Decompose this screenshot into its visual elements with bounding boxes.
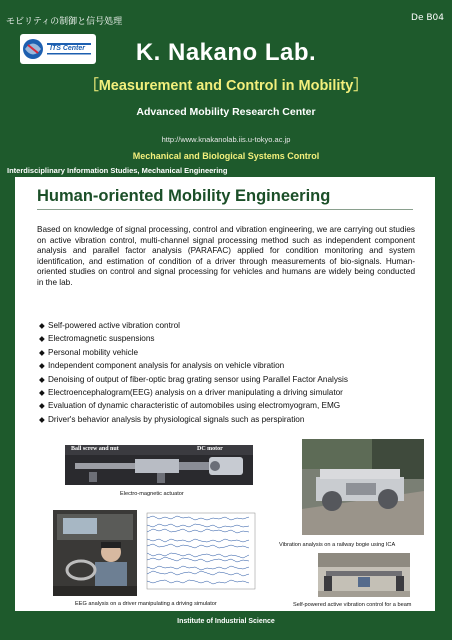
content-panel	[15, 177, 435, 611]
logo-text: ITS Center	[50, 45, 86, 52]
poster-code: De B04	[411, 13, 444, 23]
graduate-studies: Interdisciplinary Information Studies, Mechanical Engineering	[7, 166, 228, 175]
lab-title: K. Nakano Lab.	[135, 39, 317, 66]
diamond-bullet-icon: ◆	[39, 401, 45, 411]
diamond-bullet-icon: ◆	[39, 414, 45, 424]
railway-bogie-photo	[302, 439, 424, 535]
center-name: Advanced Mobility Research Center	[136, 106, 316, 118]
heading-divider	[37, 209, 413, 210]
actuator-caption: Electro-magnetic actuator	[120, 491, 184, 497]
institute-footer: Institute of Industrial Science	[177, 618, 275, 625]
list-item: ◆ Driver's behavior analysis by physiological signals such as perspiration	[39, 413, 348, 426]
lab-url[interactable]: http://www.knakanolab.iis.u-tokyo.ac.jp	[161, 135, 291, 144]
eeg-waveform-image	[141, 510, 259, 596]
bogie-caption: Vibration analysis on a railway bogie using ICA	[279, 542, 396, 548]
list-item: ◆ Independent component analysis for analysis on vehicle vibration	[39, 359, 348, 372]
diamond-bullet-icon: ◆	[39, 374, 45, 384]
japanese-topic-label: モビリティの制御と信号処理	[6, 17, 123, 27]
list-item: ◆ Electromagnetic suspensions	[39, 332, 348, 345]
list-item: ◆ Self-powered active vibration control	[39, 319, 348, 332]
list-item: ◆ Personal mobility vehicle	[39, 346, 348, 359]
list-item: ◆ Evaluation of dynamic characteristic of automobiles using electromyogram, EMG	[39, 399, 348, 412]
diamond-bullet-icon: ◆	[39, 321, 45, 330]
diamond-bullet-icon: ◆	[39, 361, 45, 371]
research-topic-list	[39, 319, 348, 426]
driver-simulator-photo	[53, 510, 137, 596]
intro-paragraph: Based on knowledge of signal processing, control and vibration engineering, we are carrying out studies on active vibration control, multi-channel signal processing method such as independent component analysis and parallel factor analysis (PARAFAC) applied for condition monitoring and system identification, and estimation of condition of a driver through measurements of bio-signals. Human-oriented studies on control and signal processing for vehicles and humans are widely being conducted in the lab.	[37, 225, 415, 287]
diamond-bullet-icon: ◆	[39, 334, 45, 344]
actuator-photo	[65, 445, 253, 485]
eeg-caption: EEG analysis on a driver manipulating a driving simulator	[75, 601, 217, 607]
beam-experiment-photo	[318, 553, 410, 597]
list-item: ◆ Electroencephalogram(EEG) analysis on a driver manipulating a driving simulator	[39, 386, 348, 399]
top-bar	[0, 0, 452, 30]
ball-screw-label: Ball screw and nut	[71, 446, 119, 452]
diamond-bullet-icon: ◆	[39, 388, 45, 398]
beam-caption: Self-powered active vibration control for a beam	[293, 602, 412, 608]
dc-motor-label: DC motor	[197, 446, 223, 452]
section-heading: Human-oriented Mobility Engineering	[37, 187, 331, 205]
lab-subtitle: ［Measurement and Control in Mobility］	[84, 78, 368, 94]
department-name: Mechanical and Biological Systems Control	[132, 151, 320, 161]
diamond-bullet-icon: ◆	[39, 347, 45, 357]
list-item: ◆ Denoising of output of fiber-optic brag grating sensor using Parallel Factor Analysis	[39, 373, 348, 386]
